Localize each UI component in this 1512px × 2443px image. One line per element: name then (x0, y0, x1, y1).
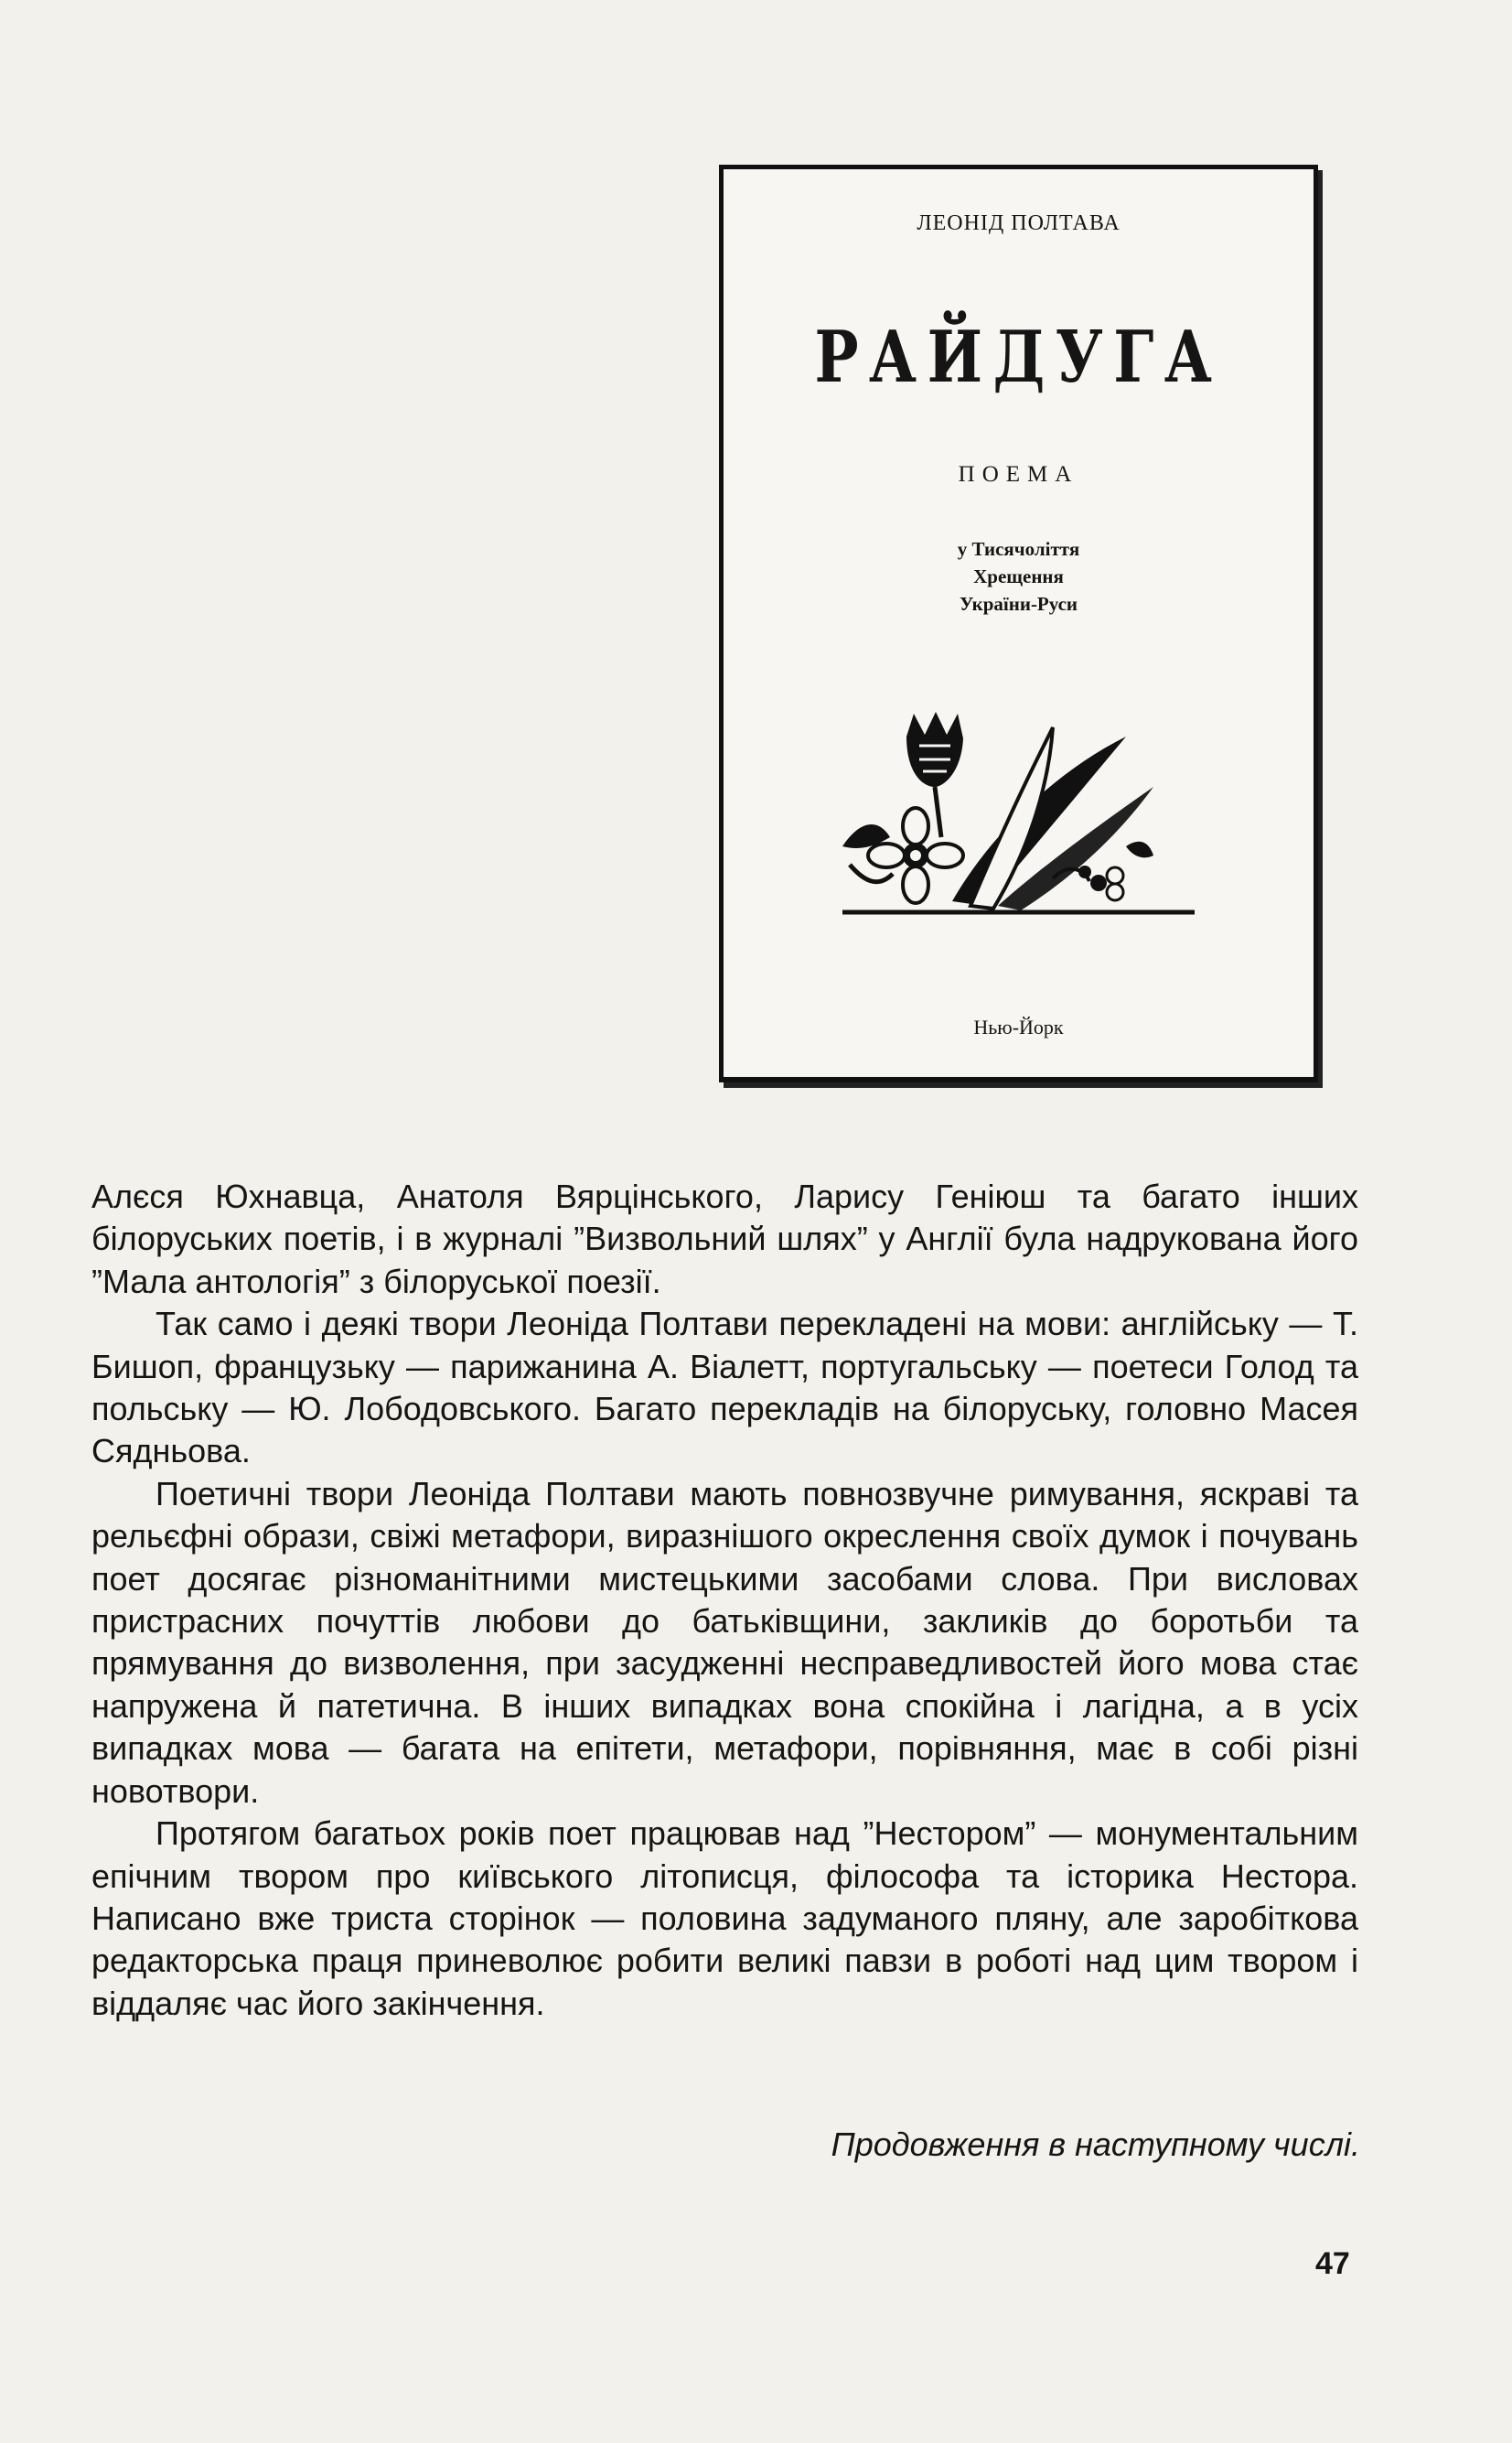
continued-note: Продовження в наступному числі. (831, 2126, 1360, 2163)
paragraph: Алєся Юхнавца, Анатоля Вярцінського, Ларису Геніюш та багато інших білоруських поетів, і в журналі ”Визвольний шлях” у Англії була надрукована його ”Мала антологія” з білоруської поезії. (91, 1178, 1358, 1300)
page-number: 47 (1315, 2246, 1350, 2281)
floral-ornament-icon (824, 709, 1208, 929)
paragraph: Так само і деякі твори Леоніда Полтави перекладені на мови: англійську — Т. Бишоп, французьку — парижанина А. Віалетт, португальську — поетеси Голод та польську — Ю. Лободовського. Багато перекладів на білоруську, головно Масея Сядньова. (91, 1305, 1358, 1470)
cover-place: Нью-Йорк (973, 1016, 1064, 1039)
cover-dedication (724, 535, 1314, 618)
cover-dedication-line: Хрещення (973, 565, 1064, 587)
cover-author: ЛЕОНІД ПОЛТАВА (917, 211, 1121, 235)
cover-title: РАЙДУГА (814, 316, 1223, 399)
paragraph: Поетичні твори Леоніда Полтави мають повнозвучне римування, яскраві та рельєфні образи, свіжі метафори, виразнішого окреслення своїх думок і почувань поет досягає різноманітними мистецькими засобами слова. При висловах пристрасних почуттів любови до батьківщини, закликів до боротьби та прямування до визволення, при засудженні несправедливостей його мова стає напружена й патетична. В інших випадках вона спокійна і лагідна, а в усіх випадках мова — багата на епітети, метафори, порівняння, має в собі різні новотвори. (91, 1474, 1358, 1810)
cover-dedication-line: України-Руси (959, 593, 1078, 615)
cover-dedication-line: у Тисячоліття (957, 538, 1080, 560)
paragraph: Протягом багатьох років поет працював над ”Нестором” — монументальним епічним твором про київського літописця, філософа та історика Нестора. Написано вже триста сторінок — половина задуманого пляну, але заробіткова редакторська праця приневолює робити великі павзи в роботі над цим твором і віддаляє час його закінчення. (91, 1814, 1358, 2022)
cover-genre: ПОЕМА (958, 462, 1079, 487)
article-body (91, 1176, 1358, 2025)
book-cover-illustration (719, 165, 1318, 1082)
